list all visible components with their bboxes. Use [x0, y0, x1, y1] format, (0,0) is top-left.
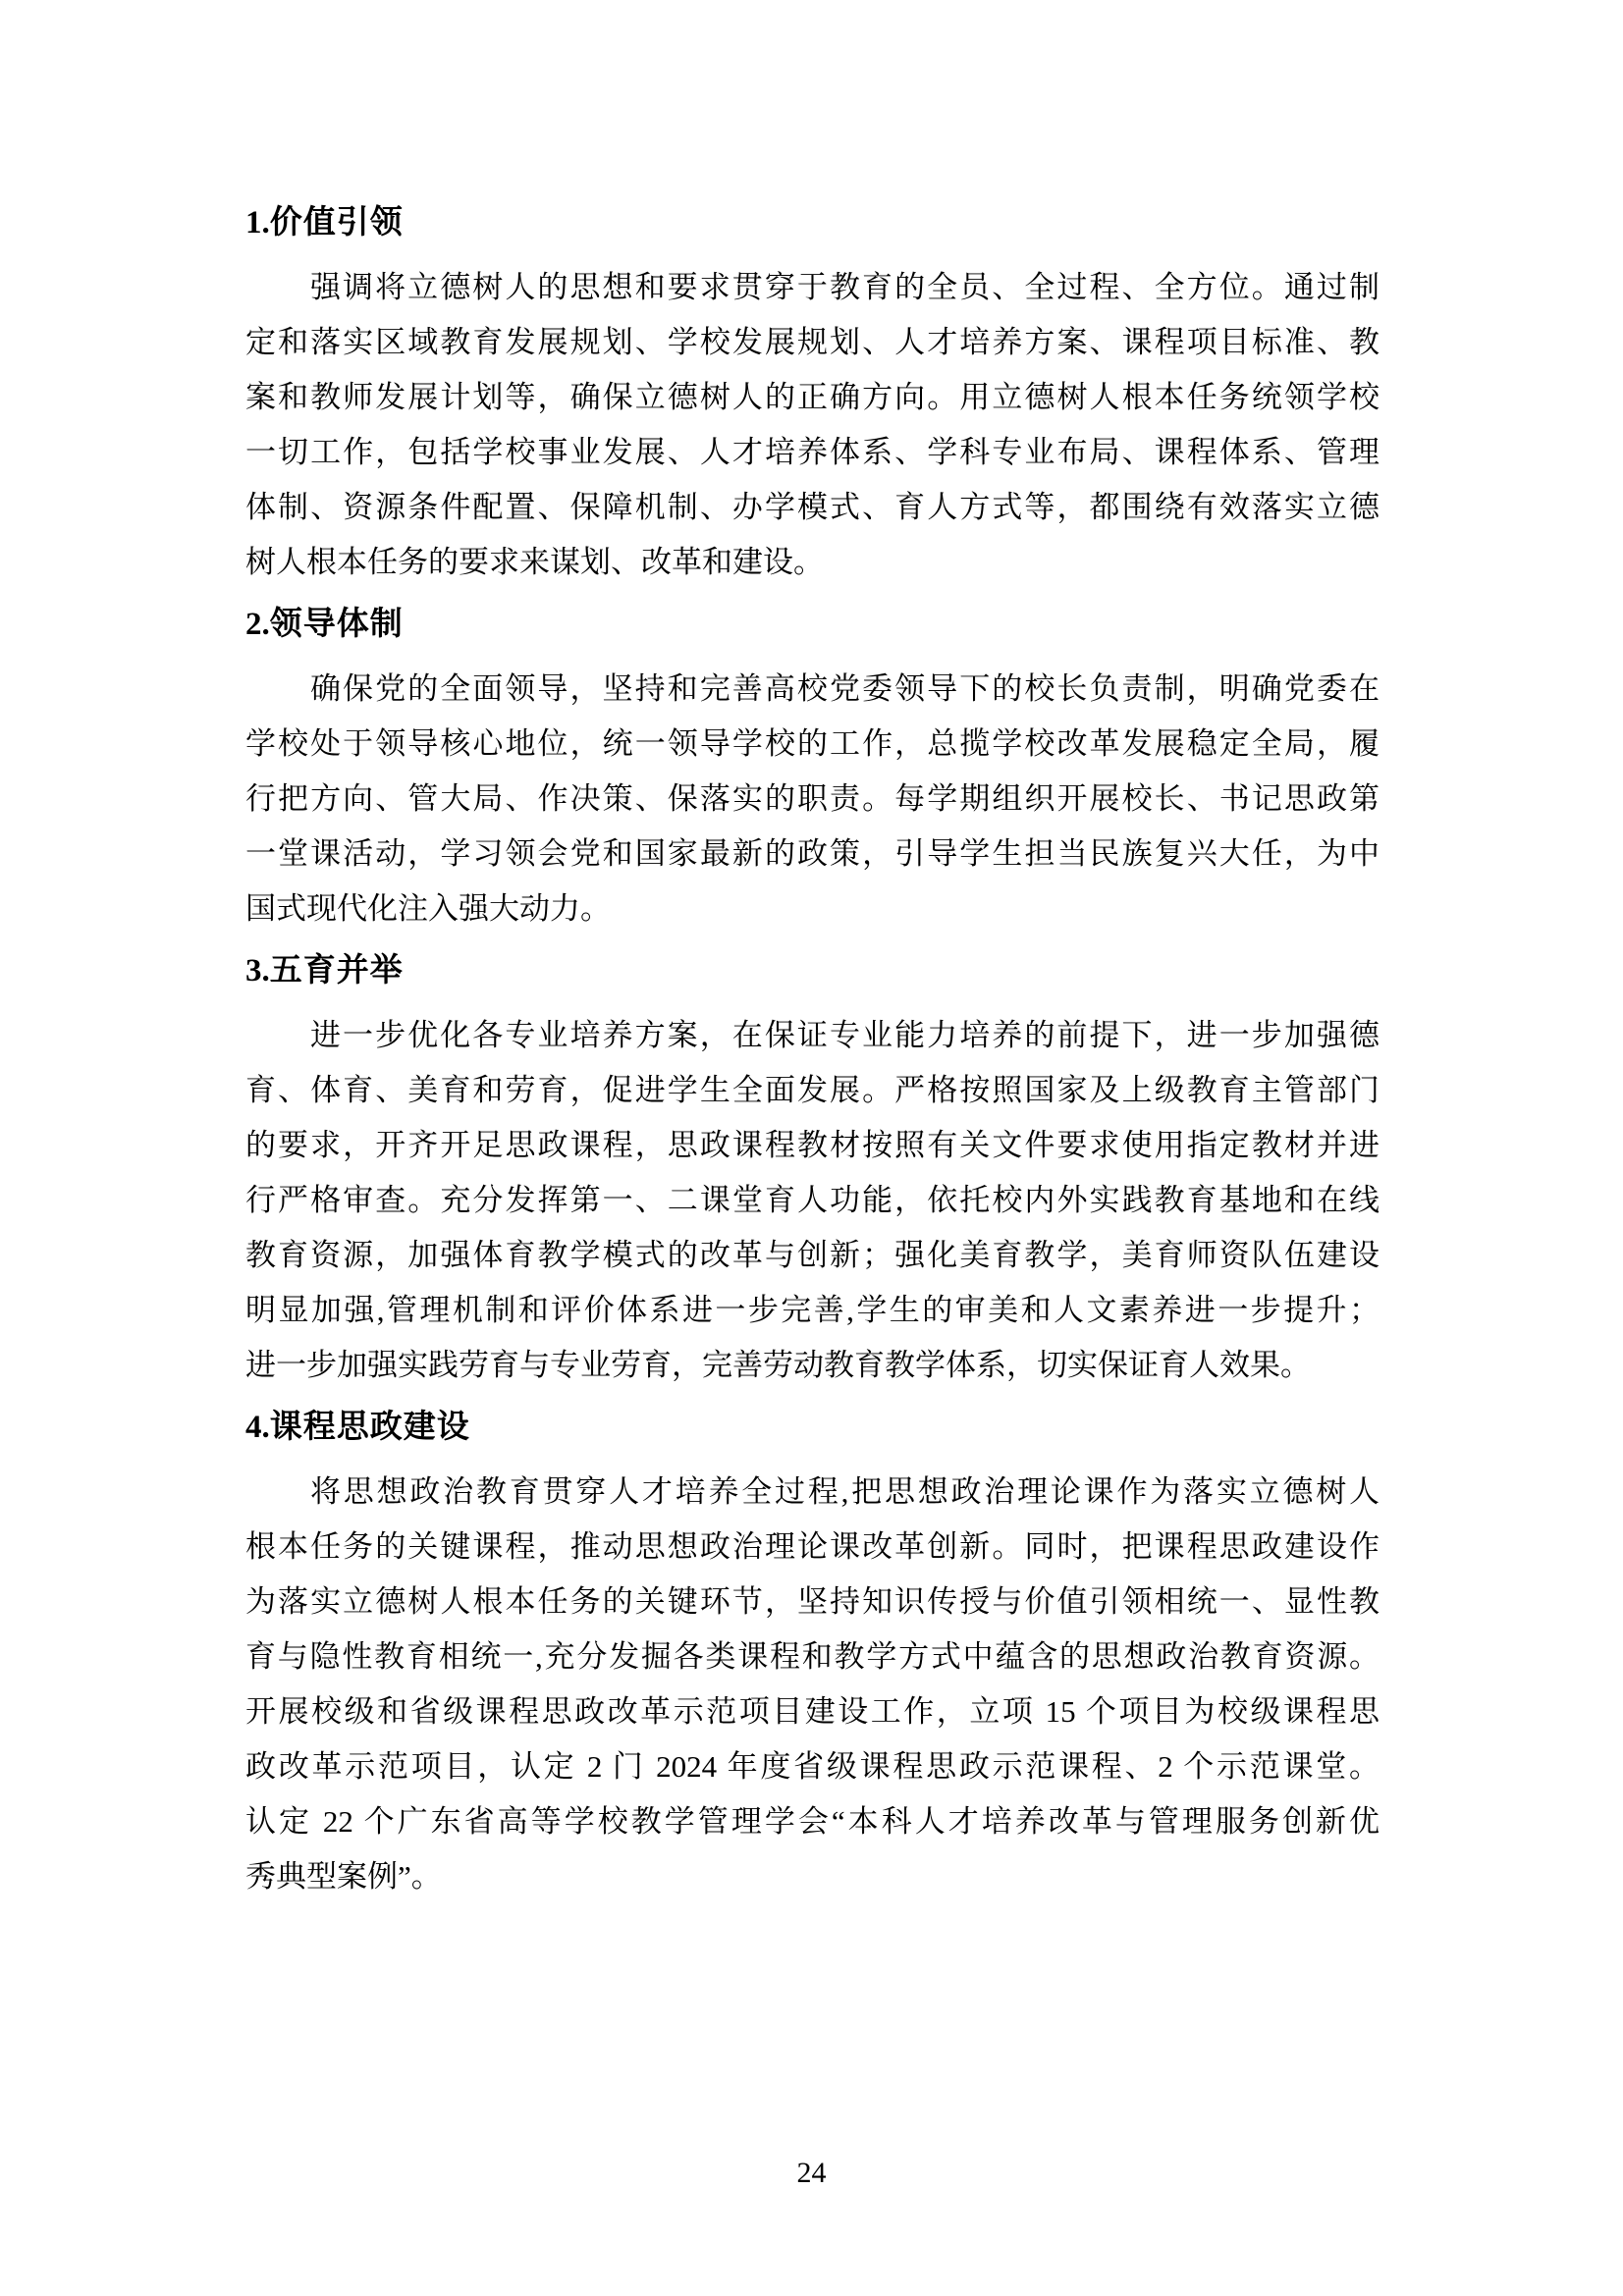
text-line: 树人根本任务的要求来谋划、改革和建设。: [245, 545, 824, 579]
section-paragraph: [245, 1465, 1380, 1904]
text-line: 育、体育、美育和劳育，促进学生全面发展。严格按照国家及上级教育主管部门: [245, 1073, 1380, 1107]
section-heading: [245, 1397, 1380, 1457]
text-line: 确保党的全面领导，坚持和完善高校党委领导下的校长负责制，明确党委在: [310, 671, 1380, 706]
text-line: 为落实立德树人根本任务的关键环节，坚持知识传授与价值引领相统一、显性教: [245, 1584, 1380, 1619]
section-paragraph: [245, 1008, 1380, 1393]
text-line: 学校处于领导核心地位，统一领导学校的工作，总揽学校改革发展稳定全局，履: [245, 726, 1380, 761]
section-paragraph: [245, 662, 1380, 936]
document-content: [245, 188, 1380, 1904]
text-line: 的要求，开齐开足思政课程，思政课程教材按照有关文件要求使用指定教材并进: [245, 1128, 1380, 1162]
section-number: 2.: [245, 607, 270, 642]
section-number: 4.: [245, 1410, 270, 1445]
section-title: 课程思政建设: [269, 1408, 470, 1444]
text-line: 强调将立德树人的思想和要求贯穿于教育的全员、全过程、全方位。通过制: [310, 270, 1380, 304]
section-title: 五育并举: [269, 951, 404, 988]
text-line: 进一步加强实践劳育与专业劳育，完善劳动教育教学体系，切实保证育人效果。: [245, 1348, 1311, 1382]
text-line: 一堂课活动，学习领会党和国家最新的政策，引导学生担当民族复兴大任，为中: [245, 836, 1380, 871]
text-line: 定和落实区域教育发展规划、学校发展规划、人才培养方案、课程项目标准、教: [245, 325, 1380, 359]
section-heading: [245, 594, 1380, 654]
section-heading: [245, 192, 1380, 252]
text-line: 行严格审查。充分发挥第一、二课堂育人功能，依托校内外实践教育基地和在线: [245, 1183, 1380, 1217]
page-number: 24: [796, 2157, 827, 2189]
text-line: 明显加强,管理机制和评价体系进一步完善,学生的审美和人文素养进一步提升；: [245, 1293, 1380, 1327]
text-line: 秀典型案例”。: [245, 1859, 442, 1894]
text-line: 认定 22 个广东省高等学校教学管理学会“本科人才培养改革与管理服务创新优: [245, 1804, 1380, 1839]
text-line: 行把方向、管大局、作决策、保落实的职责。每学期组织开展校长、书记思政第: [245, 781, 1380, 816]
section-title: 价值引领: [269, 203, 404, 240]
text-line: 将思想政治教育贯穿人才培养全过程,把思想政治理论课作为落实立德树人: [310, 1474, 1380, 1509]
text-line: 一切工作，包括学校事业发展、人才培养体系、学科专业布局、课程体系、管理: [245, 435, 1380, 469]
section-number: 1.: [245, 205, 270, 240]
section-paragraph: [245, 260, 1380, 590]
text-line: 开展校级和省级课程思政改革示范项目建设工作，立项 15 个项目为校级课程思: [245, 1694, 1380, 1729]
text-line: 体制、资源条件配置、保障机制、办学模式、育人方式等，都围绕有效落实立德: [245, 490, 1380, 524]
text-line: 国式现代化注入强大动力。: [245, 891, 611, 926]
text-line: 教育资源，加强体育教学模式的改革与创新；强化美育教学，美育师资队伍建设: [245, 1238, 1380, 1272]
section-heading: [245, 940, 1380, 1000]
text-line: 育与隐性教育相统一,充分发掘各类课程和教学方式中蕴含的思想政治教育资源。: [245, 1639, 1380, 1674]
text-line: 政改革示范项目，认定 2 门 2024 年度省级课程思政示范课程、2 个示范课堂。: [245, 1749, 1380, 1784]
section-title: 领导体制: [269, 605, 404, 641]
section-number: 3.: [245, 953, 270, 988]
text-line: 案和教师发展计划等，确保立德树人的正确方向。用立德树人根本任务统领学校: [245, 380, 1380, 414]
text-line: 根本任务的关键课程，推动思想政治理论课改革创新。同时，把课程思政建设作: [245, 1529, 1380, 1564]
text-line: 进一步优化各专业培养方案，在保证专业能力培养的前提下，进一步加强德: [310, 1018, 1380, 1052]
